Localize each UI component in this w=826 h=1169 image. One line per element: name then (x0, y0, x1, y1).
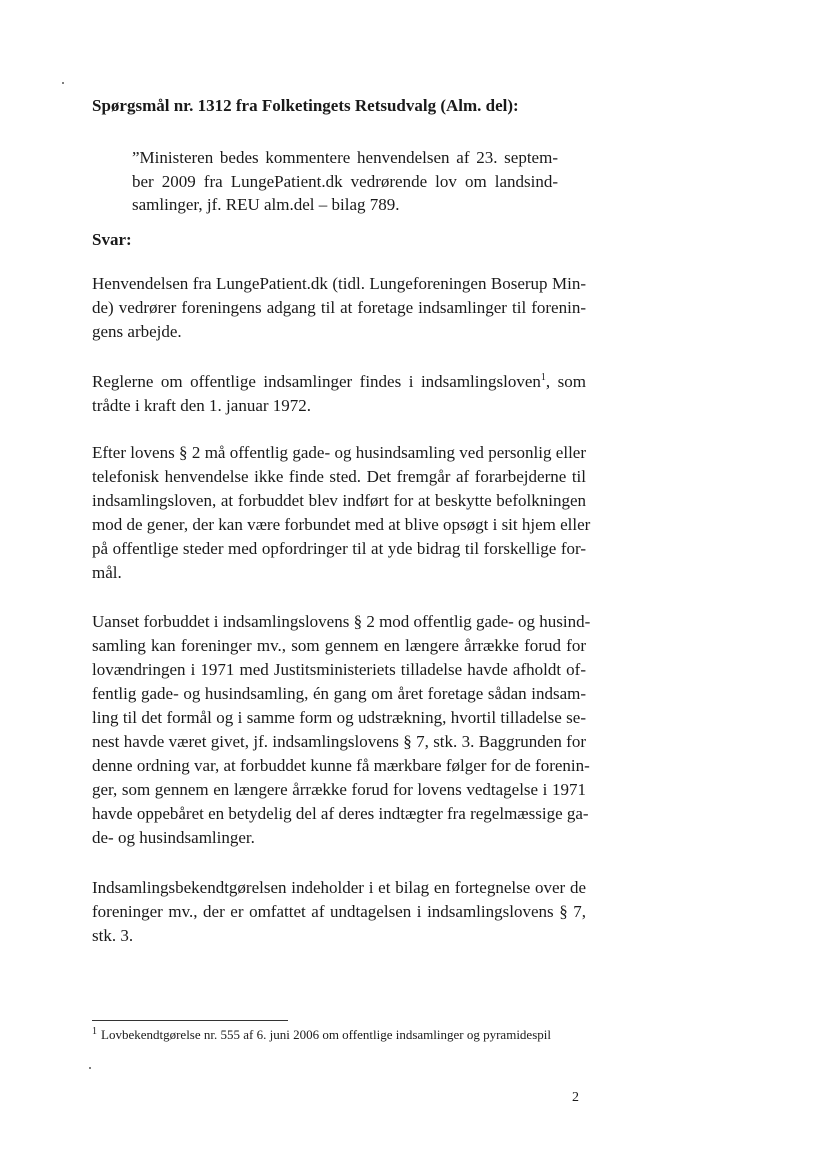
paragraph-line: Efter lovens § 2 må offentlig gade- og husindsamling ved personlig eller (92, 443, 586, 462)
paragraph-5 (92, 876, 586, 948)
paragraph-line: indsamlingsloven, at forbuddet blev indført for at beskytte befolkningen (92, 491, 586, 510)
paragraph-line: de) vedrører foreningens adgang til at foretage indsamlinger til forenin- (92, 298, 586, 317)
question-quote (132, 146, 558, 217)
paragraph-line: Uanset forbuddet i indsamlingslovens § 2 mod offentlig gade- og husind- (92, 612, 591, 631)
page-number: 2 (572, 1090, 579, 1105)
paragraph-line: havde oppebåret en betydelig del af deres indtægter fra regelmæssige ga- (92, 804, 589, 823)
paragraph-line: stk. 3. (92, 926, 134, 945)
paragraph-line: samling kan foreninger mv., som gennem en længere årrække forud for (92, 636, 586, 655)
paragraph-text: , som (545, 372, 587, 391)
paragraph-line: denne ordning var, at forbuddet kunne få mærkbare følger for de forenin- (92, 756, 590, 775)
question-line: ”Ministeren bedes kommentere henvendelsen af 23. septem- (132, 148, 558, 167)
scan-speck (62, 82, 64, 84)
answer-heading: Svar: (92, 230, 132, 249)
paragraph-line: de- og husindsamlinger. (92, 828, 255, 847)
scan-speck (89, 1067, 91, 1069)
paragraph-3 (92, 441, 591, 585)
footnote-marker: 1 (92, 1026, 97, 1037)
paragraph-line: trådte i kraft den 1. januar 1972. (92, 396, 312, 415)
paragraph-text: Reglerne om offentlige indsamlinger findes i indsamlingsloven (92, 372, 541, 391)
paragraph-line: telefonisk henvendelse ikke finde sted. Det fremgår af forarbejderne til (92, 467, 586, 486)
paragraph-2 (92, 370, 586, 418)
question-line: samlinger, jf. REU alm.del – bilag 789. (132, 195, 400, 214)
paragraph-line: Henvendelsen fra LungePatient.dk (tidl. Lungeforeningen Boserup Min- (92, 274, 586, 293)
footnote-divider (92, 1020, 288, 1021)
footnote (92, 1026, 592, 1044)
paragraph-4 (92, 610, 591, 850)
question-line: ber 2009 fra LungePatient.dk vedrørende lov om landsind- (132, 171, 558, 191)
paragraph-line: ling til det formål og i samme form og udstrækning, hvortil tilladelse se- (92, 708, 586, 727)
paragraph-line (92, 370, 586, 394)
paragraph-line: gens arbejde. (92, 322, 182, 341)
paragraph-line: nest havde været givet, jf. indsamlingslovens § 7, stk. 3. Baggrunden for (92, 732, 586, 751)
paragraph-line: Indsamlingsbekendtgørelsen indeholder i et bilag en fortegnelse over de (92, 878, 586, 897)
question-heading: Spørgsmål nr. 1312 fra Folketingets Retsudvalg (Alm. del): (92, 96, 519, 115)
paragraph-1 (92, 272, 586, 344)
paragraph-line: ger, som gennem en længere årrække forud for lovens vedtagelse i 1971 (92, 780, 586, 799)
paragraph-line: mod de gener, der kan være forbundet med at blive opsøgt i sit hjem eller (92, 515, 591, 534)
paragraph-line: på offentlige steder med opfordringer til at yde bidrag til forskellige for- (92, 539, 586, 558)
paragraph-line: lovændringen i 1971 med Justitsministeriets tilladelse havde afholdt of- (92, 660, 586, 679)
paragraph-line: mål. (92, 563, 122, 582)
footnote-reference: 1 (540, 372, 546, 383)
paragraph-line: foreninger mv., der er omfattet af undtagelsen i indsamlingslovens § 7, (92, 902, 586, 921)
footnote-text: Lovbekendtgørelse nr. 555 af 6. juni 2006 om offentlige indsamlinger og pyramidespil (101, 1027, 551, 1042)
paragraph-line: fentlig gade- og husindsamling, én gang om året foretage sådan indsam- (92, 684, 586, 703)
